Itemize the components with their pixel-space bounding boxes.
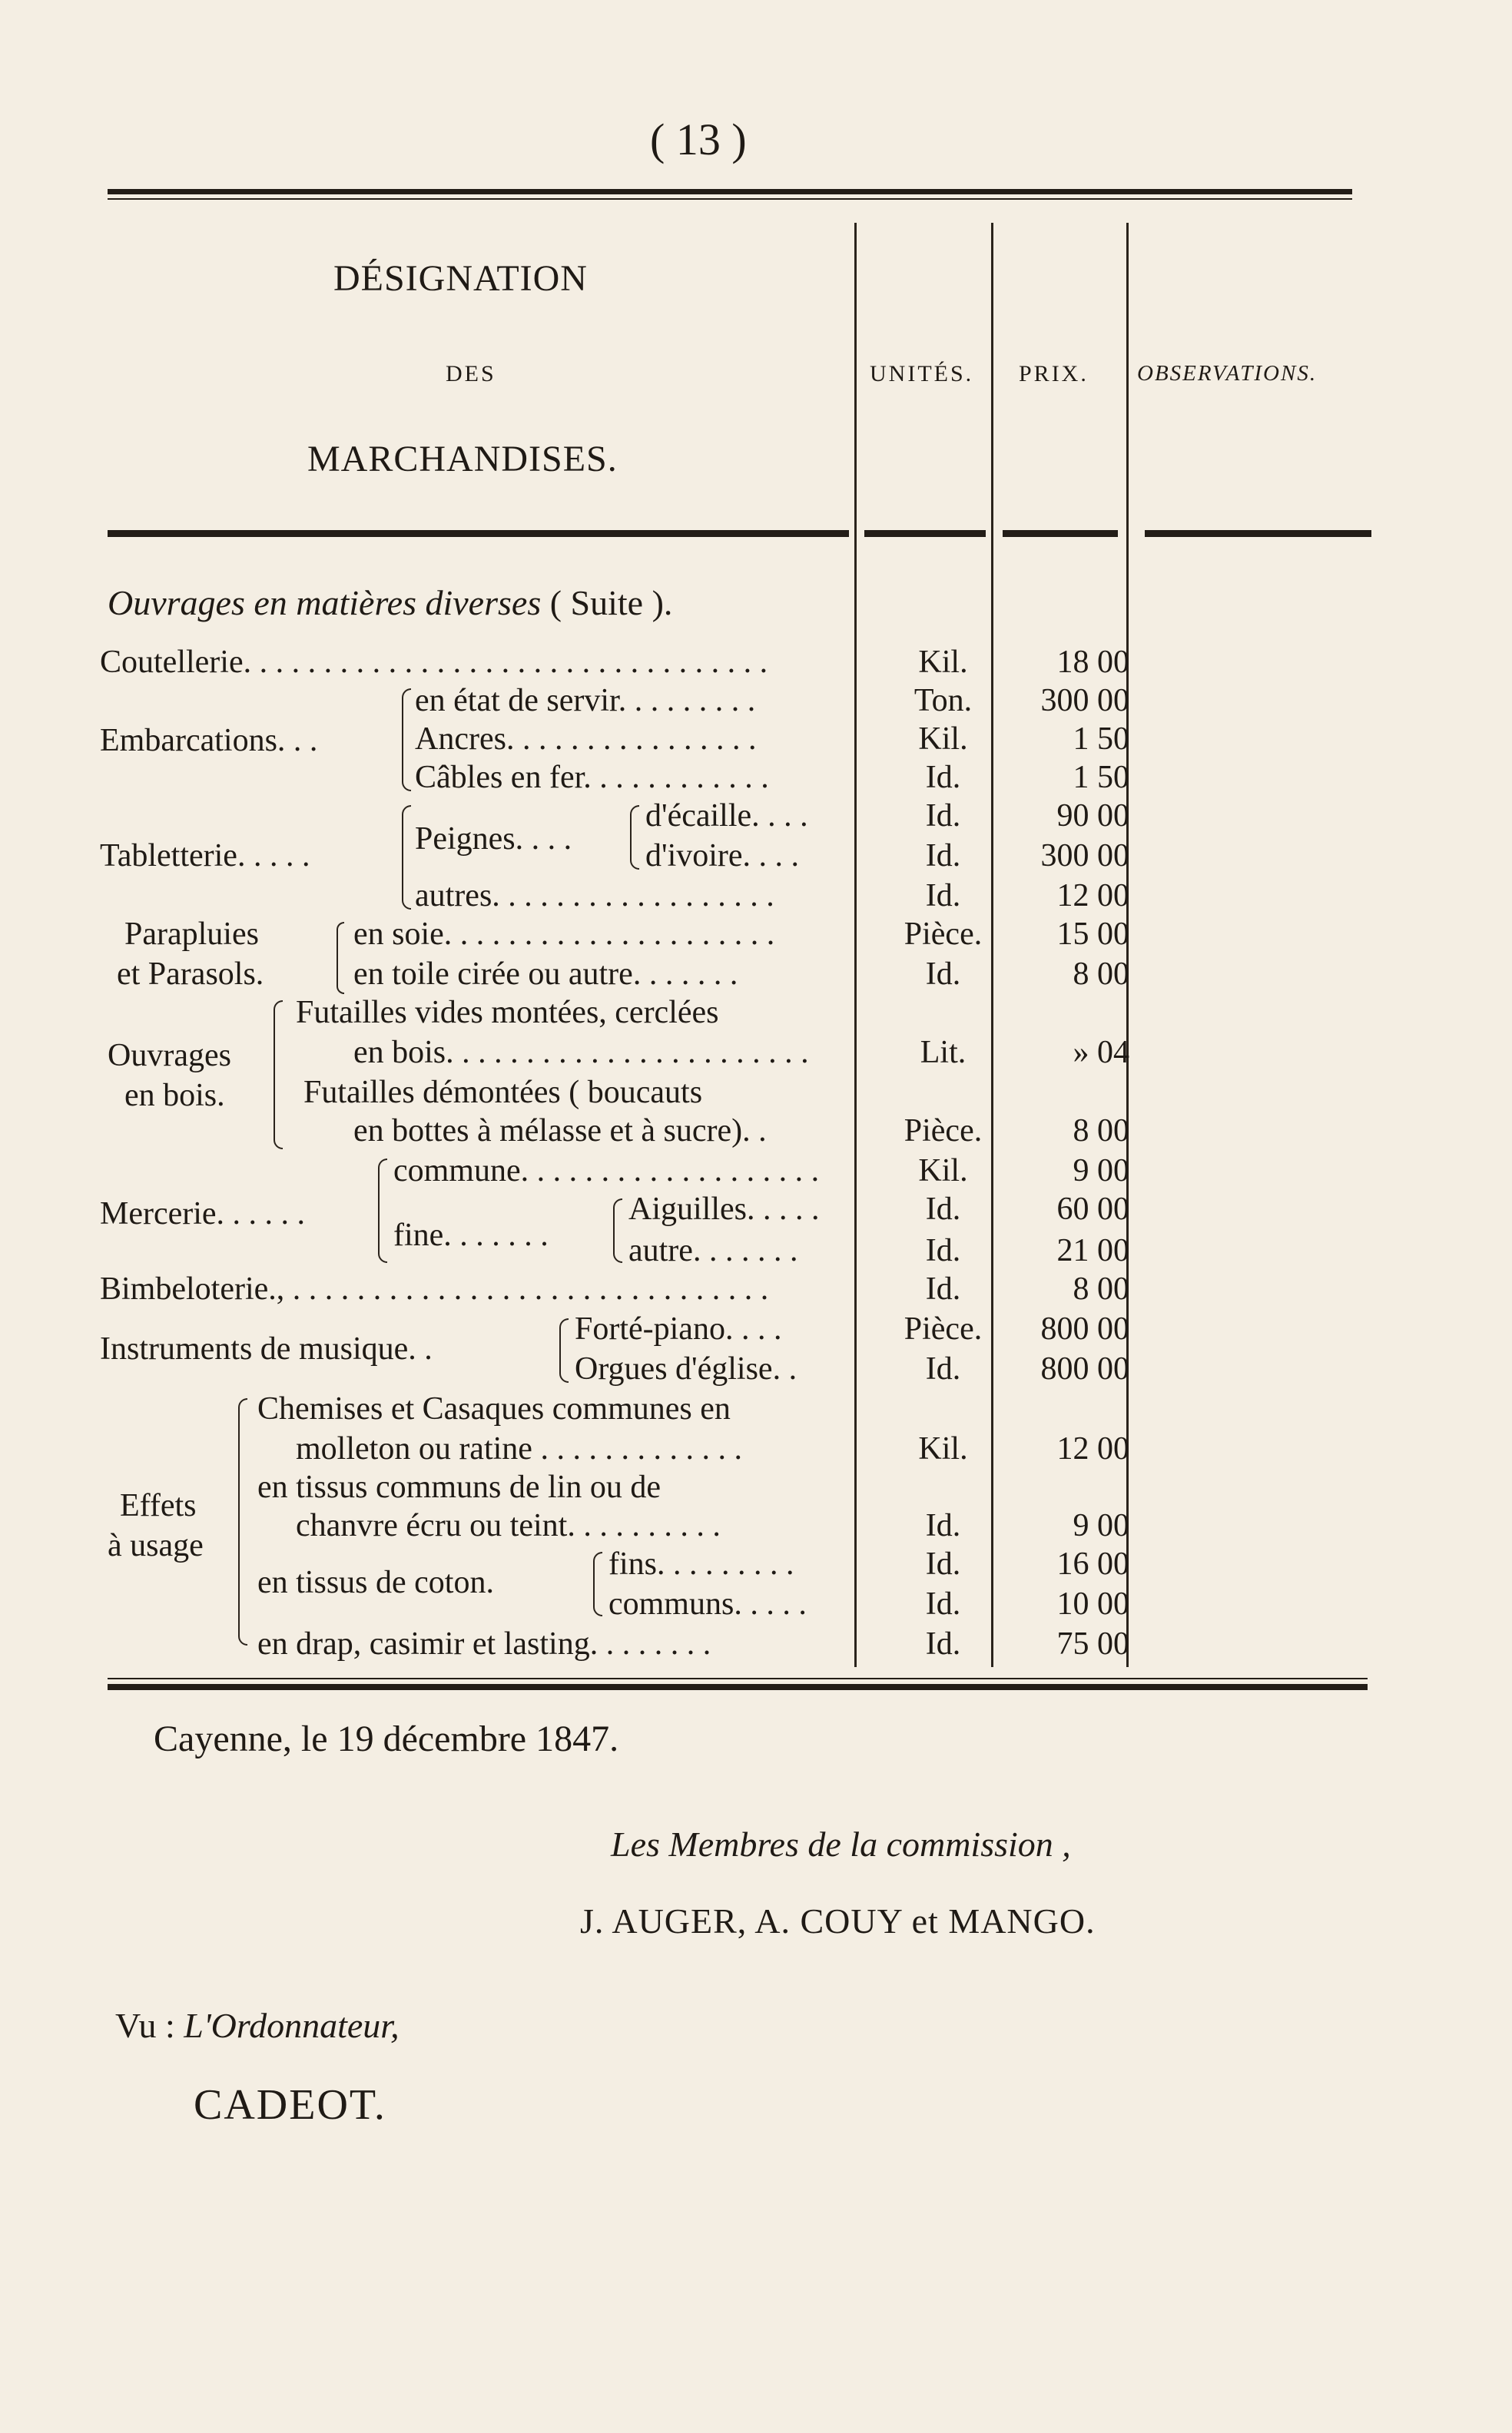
header-rule-observations [1145,530,1371,537]
footer-date: Cayenne, le 19 décembre 1847. [154,1719,619,1759]
tabletterie-ecaille-label: d'écaille. . . . [645,798,808,834]
effets-drap-price: 75 00 [1056,1626,1129,1662]
instruments-orgues-price: 800 00 [1040,1351,1129,1387]
footer-vu [115,2005,400,2046]
section-title-italic: Ouvrages en matières diverses [108,583,542,622]
bimbeloterie-label: Bimbeloterie., . . . . . . . . . . . . . . . . . . . . . . . . . . . . . . [100,1271,769,1307]
effets-brace [238,1398,247,1646]
lin-line-1: en tissus communs de lin ou de [257,1470,661,1505]
header-rule-prix [1003,530,1118,537]
chemises-unit: Kil. [918,1431,968,1467]
futailles-price: » 04 [1073,1035,1129,1070]
mercerie-commune-label: commune. . . . . . . . . . . . . . . . . . . [393,1153,820,1188]
embarcations-cables-price: 1 50 [1073,760,1129,795]
lin-price: 9 00 [1073,1508,1129,1543]
effets-communs-price: 10 00 [1056,1586,1129,1622]
instruments-orgues-unit: Id. [925,1351,961,1387]
footer-names: J. AUGER, A. COUY et MANGO. [580,1901,1096,1941]
section-title-suite: ( Suite ). [549,583,673,622]
coutellerie-unit: Kil. [918,645,968,680]
lin-unit: Id. [925,1508,961,1543]
instruments-forte-price: 800 00 [1040,1311,1129,1347]
embarcations-group: Embarcations. . . [100,723,318,758]
demontees-line-2: en bottes à mélasse et à sucre). . [353,1113,767,1149]
parapluies-soie-label: en soie. . . . . . . . . . . . . . . . . . . . . [353,917,775,952]
footer-ordonnateur: L'Ordonnateur, [184,2006,400,2045]
tabletterie-ivoire-unit: Id. [925,838,961,873]
embarcations-cables-label: Câbles en fer. . . . . . . . . . . . [415,760,769,795]
mercerie-fine-brace [613,1198,622,1263]
demontees-line-1: Futailles démontées ( boucauts [303,1075,703,1110]
effets-group-1: Effets [120,1488,197,1523]
mercerie-autre-label: autre. . . . . . . [628,1233,798,1268]
mercerie-commune-unit: Kil. [918,1153,968,1188]
header-designation: DÉSIGNATION [333,258,588,299]
instruments-brace [559,1318,569,1383]
instruments-forte-unit: Pièce. [904,1311,983,1347]
embarcations-ancres-unit: Kil. [918,721,968,757]
parapluies-toile-price: 8 00 [1073,956,1129,992]
coutellerie-label: Coutellerie. . . . . . . . . . . . . . . . . . . . . . . . . . . . . . . . . [100,645,768,680]
tabletterie-autres-unit: Id. [925,878,961,913]
column-divider-units [854,223,857,1667]
mercerie-aiguilles-price: 60 00 [1056,1192,1129,1227]
tabletterie-ivoire-label: d'ivoire. . . . [645,838,800,873]
bimbeloterie-price: 8 00 [1073,1271,1129,1307]
parapluies-brace [337,922,344,994]
effets-drap-unit: Id. [925,1626,961,1662]
peignes-brace [630,805,639,870]
mercerie-commune-price: 9 00 [1073,1153,1129,1188]
instruments-orgues-label: Orgues d'église. . [575,1351,797,1387]
mercerie-aiguilles-unit: Id. [925,1192,961,1227]
coutellerie-price: 18 00 [1056,645,1129,680]
lin-line-2: chanvre écru ou teint. . . . . . . . . . [296,1508,721,1543]
bottom-rule-thin [108,1678,1368,1679]
header-rule-designation [108,530,849,537]
effets-fins-price: 16 00 [1056,1546,1129,1582]
futailles-line-1: Futailles vides montées, cerclées [296,995,719,1030]
embarcations-etat-unit: Ton. [914,683,973,718]
embarcations-ancres-label: Ancres. . . . . . . . . . . . . . . . [415,721,757,757]
parapluies-toile-label: en toile cirée ou autre. . . . . . . [353,956,738,992]
parapluies-soie-unit: Pièce. [904,917,983,952]
chemises-line-2: molleton ou ratine . . . . . . . . . . . . . [296,1431,742,1467]
coton-brace [593,1552,602,1616]
tabletterie-autres-label: autres. . . . . . . . . . . . . . . . . . [415,878,774,913]
embarcations-etat-label: en état de servir. . . . . . . . . [415,683,756,718]
tabletterie-ecaille-price: 90 00 [1056,798,1129,834]
mercerie-group: Mercerie. . . . . . [100,1196,306,1231]
footer-signature: CADEOT. [194,2081,386,2129]
tabletterie-peignes: Peignes. . . . [415,821,572,857]
ouvrages-bois-group-1: Ouvrages [108,1038,231,1073]
effets-fins-unit: Id. [925,1546,961,1582]
futailles-line-2: en bois. . . . . . . . . . . . . . . . . . . . . . . [353,1035,809,1070]
chemises-line-1: Chemises et Casaques communes en [257,1391,731,1427]
header-unites: UNITÉS. [870,361,974,386]
parapluies-group-2: et Parasols. [117,956,264,992]
parapluies-soie-price: 15 00 [1056,917,1129,952]
effets-coton: en tissus de coton. [257,1565,494,1600]
embarcations-ancres-price: 1 50 [1073,721,1129,757]
mercerie-aiguilles-label: Aiguilles. . . . . [628,1192,820,1227]
demontees-price: 8 00 [1073,1113,1129,1149]
top-rule-thin [108,198,1352,200]
effets-communs-unit: Id. [925,1586,961,1622]
header-des: DES [446,361,496,386]
mercerie-autre-price: 21 00 [1056,1233,1129,1268]
header-observations: OBSERVATIONS. [1137,361,1318,386]
instruments-group: Instruments de musique. . [100,1331,433,1367]
parapluies-group-1: Parapluies [124,917,259,952]
tabletterie-group: Tabletterie. . . . . [100,838,310,873]
effets-communs-label: communs. . . . . [608,1586,807,1622]
effets-drap-label: en drap, casimir et lasting. . . . . . . . [257,1626,711,1662]
mercerie-brace [378,1158,387,1263]
parapluies-toile-unit: Id. [925,956,961,992]
mercerie-autre-unit: Id. [925,1233,961,1268]
mercerie-fine: fine. . . . . . . [393,1218,549,1253]
header-marchandises: MARCHANDISES. [307,439,618,479]
futailles-unit: Lit. [920,1035,967,1070]
embarcations-brace [402,688,411,791]
tabletterie-ecaille-unit: Id. [925,798,961,834]
header-rule-units [864,530,986,537]
effets-group-2: à usage [108,1528,204,1563]
tabletterie-brace [402,805,411,910]
tabletterie-ivoire-price: 300 00 [1040,838,1129,873]
ouvrages-bois-group-2: en bois. [124,1078,225,1113]
section-title [108,582,672,623]
embarcations-etat-price: 300 00 [1040,683,1129,718]
tabletterie-autres-price: 12 00 [1056,878,1129,913]
header-prix: PRIX. [1019,361,1089,386]
footer-membres: Les Membres de la commission , [611,1825,1071,1864]
footer-vu-label: Vu : [115,2006,175,2045]
effets-fins-label: fins. . . . . . . . . [608,1546,794,1582]
bimbeloterie-unit: Id. [925,1271,961,1307]
page-number: ( 13 ) [650,114,747,164]
demontees-unit: Pièce. [904,1113,983,1149]
embarcations-cables-unit: Id. [925,760,961,795]
ouvrages-bois-brace [274,1000,283,1149]
bottom-rule-thick [108,1684,1368,1690]
top-rule-thick [108,189,1352,194]
chemises-price: 12 00 [1056,1431,1129,1467]
instruments-forte-label: Forté-piano. . . . [575,1311,782,1347]
